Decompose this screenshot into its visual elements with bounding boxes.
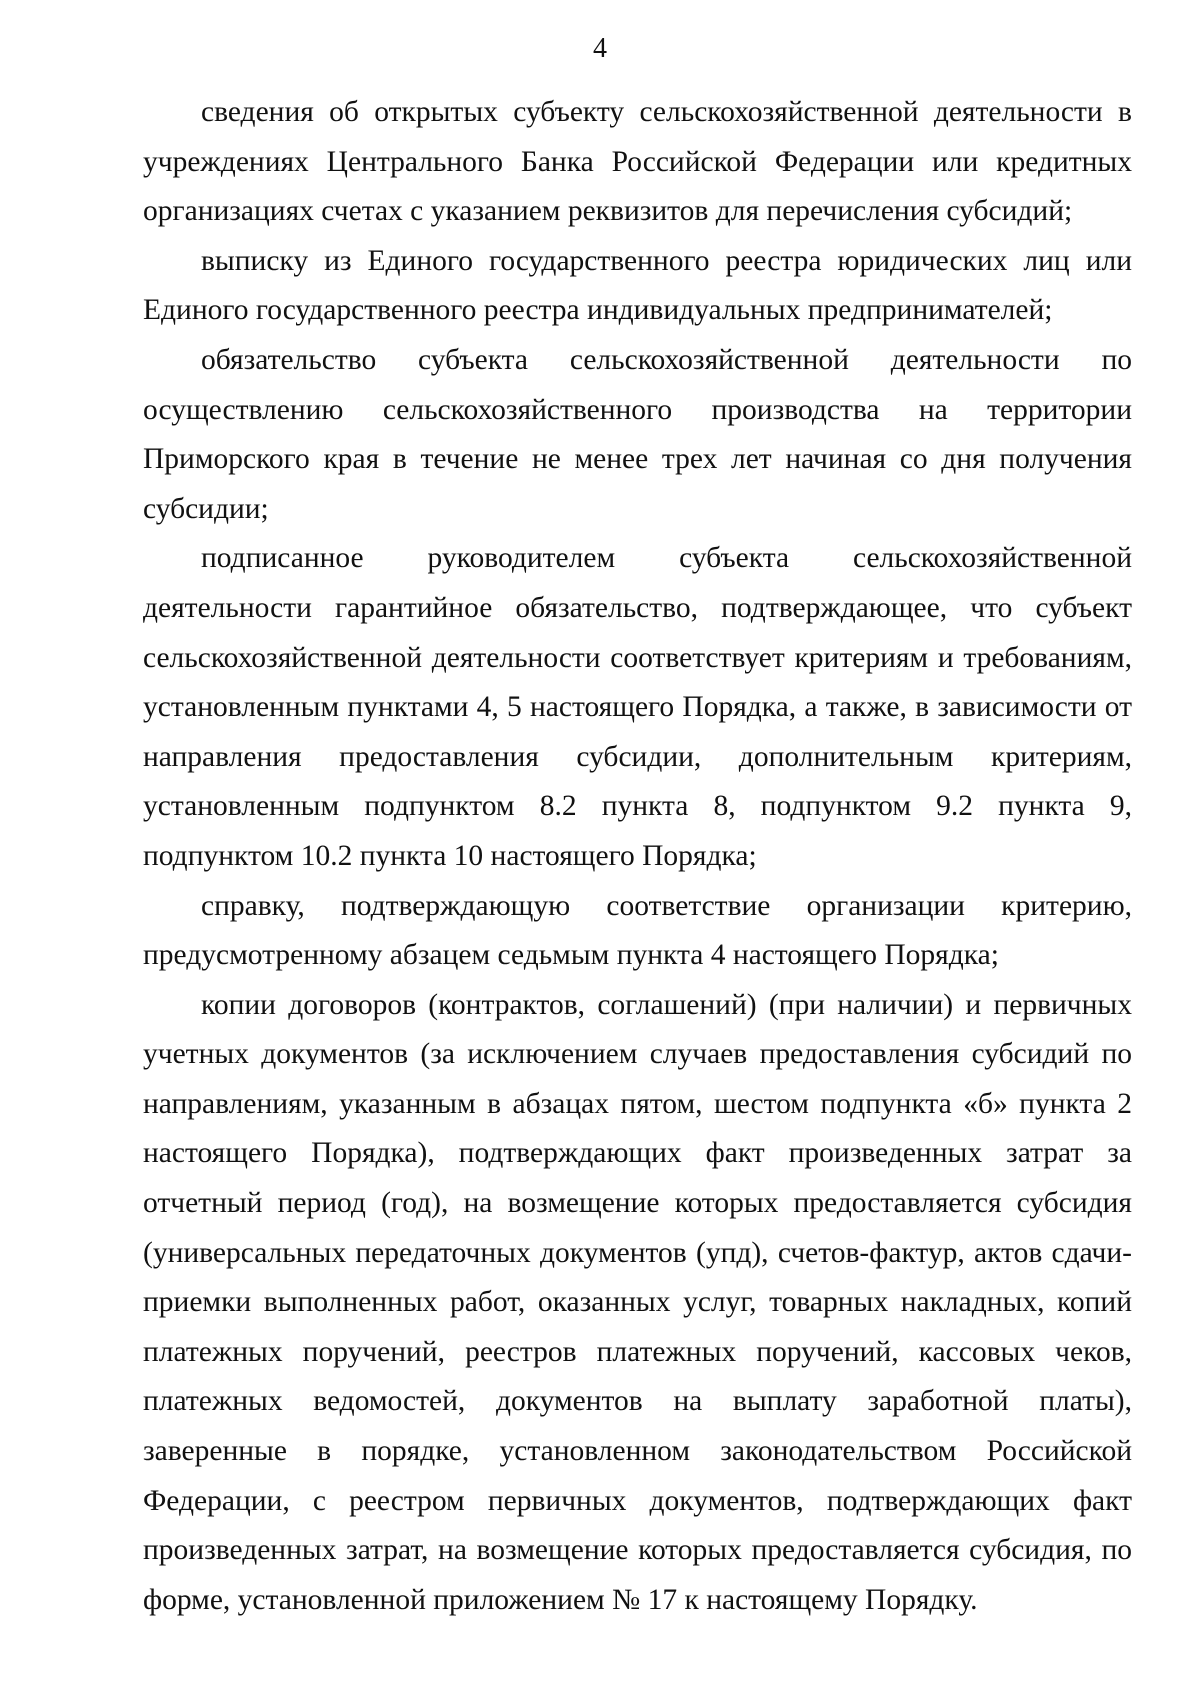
paragraph-compliance-certificate: справку, подтверждающую соответствие организации критерию, предусмотренному абзацем седьмым пункта 4 настоящего Порядка; [143,889,1132,972]
paragraph-production-obligation: обязательство субъекта сельскохозяйственной деятельности по осуществлению сельскохозяйственного производства на территории Приморского края в течение не менее трех лет начиная со дня получения субсидии; [143,343,1132,525]
page-number: 4 [593,33,607,64]
paragraph-guarantee-obligation: подписанное руководителем субъекта сельскохозяйственной деятельности гарантийное обязательство, подтверждающее, что субъект сельскохозяйственной деятельности соответствует критериям и требованиям, установленным пунктами 4, 5 настоящего Порядка, а также, в зависимости от направления предоставления субсидии, дополнительным критериям, установленным подпунктом 8.2 пункта 8, подпунктом 9.2 пункта 9, подпунктом 10.2 пункта 10 настоящего Порядка; [143,542,1132,872]
document-body [143,88,1132,1625]
paragraph-bank-accounts: сведения об открытых субъекту сельскохозяйственной деятельности в учреждениях Центрального Банка Российской Федерации или кредитных организациях счетах с указанием реквизитов для перечисления субсидий; [143,96,1132,228]
paragraph-contract-copies: копии договоров (контрактов, соглашений) (при наличии) и первичных учетных документов (за исключением случаев предоставления субсидий по направлениям, указанным в абзацах пятом, шестом подпункта «б» пункта 2 настоящего Порядка), подтверждающих факт произведенных затрат за отчетный период (год), на возмещение которых предоставляется субсидия (универсальных передаточных документов (упд), счетов-фактур, актов сдачи-приемки выполненных работ, оказанных услуг, товарных накладных, копий платежных поручений, реестров платежных поручений, кассовых чеков, платежных ведомостей, документов на выплату заработной платы), заверенные в порядке, установленном законодательством Российской Федерации, с реестром первичных документов, подтверждающих факт произведенных затрат, на возмещение которых предоставляется субсидия, по форме, установленной приложением № 17 к настоящему Порядку. [143,988,1132,1616]
paragraph-registry-extract: выписку из Единого государственного реестра юридических лиц или Единого государственного реестра индивидуальных предпринимателей; [143,244,1132,327]
